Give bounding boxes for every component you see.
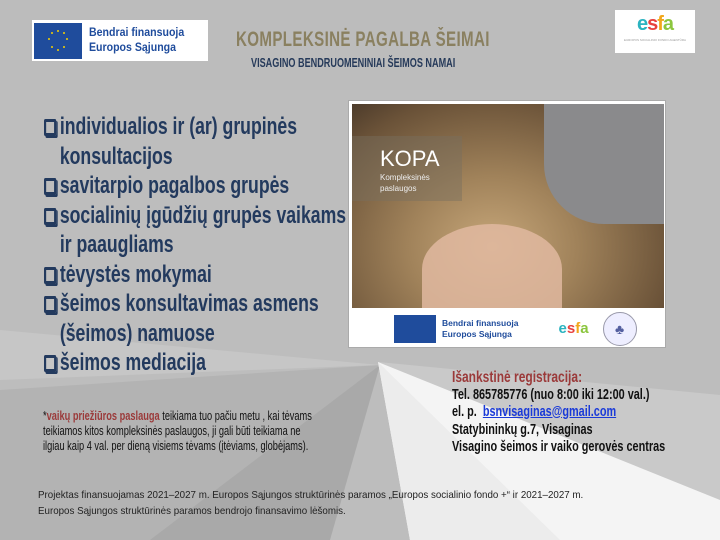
eu-logo-line1: Bendrai finansuoja — [89, 26, 185, 39]
page-subtitle: VISAGINO BENDRUOMENINIAI ŠEIMOS NAMAI — [251, 55, 456, 70]
eu-cofunded-logo — [32, 20, 208, 61]
photo-eu-line2: Europos Sąjunga — [442, 328, 512, 339]
address: Statybininkų g.7, Visaginas — [452, 422, 593, 438]
list-item: šeimos konsultavimas asmens (šeimos) namuose — [44, 289, 346, 348]
esfa-logo: esfa EUROPOS SOCIALINIO FONDO AGENTŪRA — [615, 10, 695, 53]
email-label: el. p. — [452, 403, 477, 420]
funding-footer — [38, 487, 583, 519]
note-asterisk: * — [43, 409, 47, 423]
email-link[interactable]: bsnvisaginas@gmail.com — [482, 403, 617, 420]
page-title: KOMPLEKSINĖ PAGALBA ŠEIMAI — [236, 28, 490, 51]
kopa-subtitle: Kompleksinės — [380, 173, 430, 182]
list-item: individualios ir (ar) grupinės konsultacijos — [44, 112, 346, 171]
checkbox-icon — [44, 267, 56, 284]
footer-line2: Europos Sąjungos struktūrinės paramos bendrojo finansavimo lėšomis. — [38, 505, 346, 517]
phone: Tel. 865785776 (nuo 8:00 iki 12:00 val.) — [452, 387, 650, 403]
list-item: tėvystės mokymai — [44, 260, 346, 290]
hands-in-sand-photo — [352, 104, 664, 308]
list-item: socialinių įgūdžių grupės vaikams ir paaugliams — [44, 201, 346, 260]
checkbox-icon — [44, 355, 56, 372]
eu-flag-icon — [394, 315, 436, 343]
eu-logo-line2: Europos Sąjunga — [89, 41, 177, 54]
center-seal-icon: ♣ — [603, 312, 637, 346]
services-list — [44, 112, 346, 378]
list-item: šeimos mediacija — [44, 348, 346, 378]
checkbox-icon — [44, 208, 56, 225]
organization: Visagino šeimos ir vaiko gerovės centras — [452, 438, 666, 455]
checkbox-icon — [44, 296, 56, 313]
photo-eu-line1: Bendrai finansuoja — [442, 317, 519, 328]
kopa-poster-image: KOPA Kompleksinės paslaugos Bendrai finansuoja Europos Sąjunga esfa ♣ — [348, 100, 666, 348]
list-item: savitarpio pagalbos grupės — [44, 171, 346, 201]
note-text: teikiama tuo pačiu metu , kai tėvams teikiamos kitos kompleksinės paslaugos, ji gali būti teikiama ne ilgiau kaip 4 val. per dieną visiems tėvams (įtėviams, globėjams). — [43, 409, 312, 453]
registration-title: Išankstinė registracija: — [452, 369, 583, 386]
checkbox-icon — [44, 178, 56, 195]
kopa-subtitle-2: paslaugos — [380, 184, 417, 193]
esfa-logo-sub: EUROPOS SOCIALINIO FONDO AGENTŪRA — [623, 38, 686, 42]
eu-flag-icon — [34, 23, 82, 59]
checkbox-icon — [44, 119, 56, 136]
note-highlight: vaikų priežiūros paslauga — [46, 409, 160, 423]
footer-line1: Projektas finansuojamas 2021–2027 m. Europos Sąjungos struktūrinės paramos „Europos socialinio fondo +“ ir 2021–2027 m. — [38, 489, 584, 501]
kopa-title: KOPA — [380, 146, 440, 171]
childcare-note — [43, 409, 324, 454]
registration-info — [452, 368, 665, 455]
